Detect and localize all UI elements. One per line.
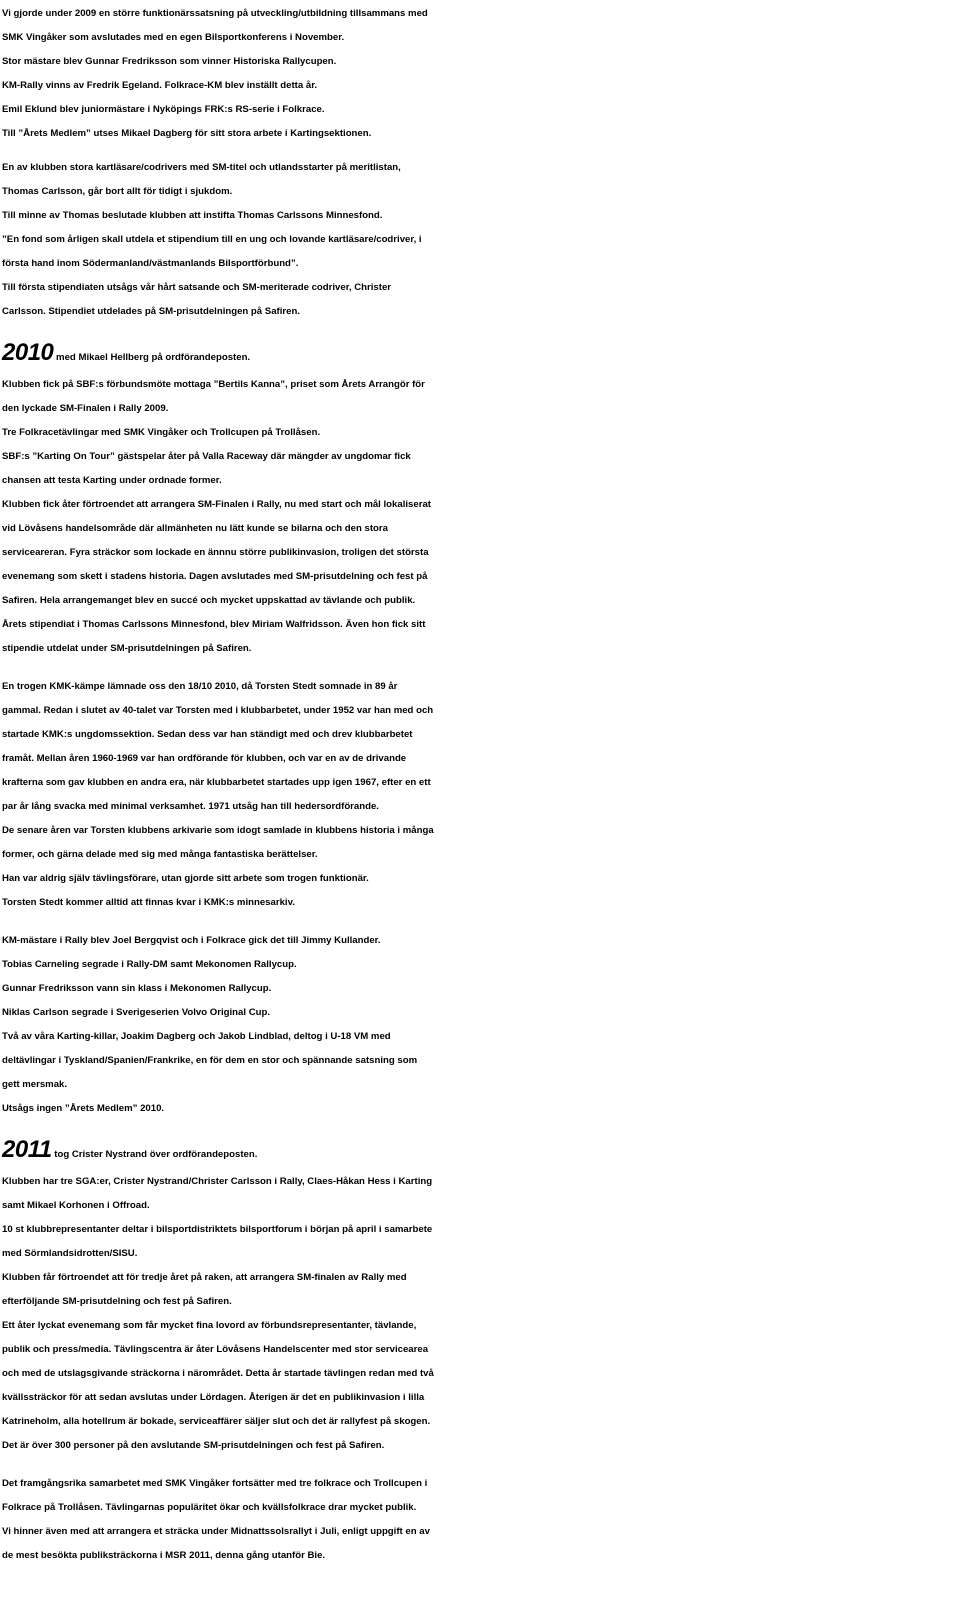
paragraph-gap	[2, 1458, 952, 1472]
text-line: deltävlingar i Tyskland/Spanien/Frankrike, en för dem en stor och spännande satsning som	[2, 1055, 418, 1066]
text-line: Thomas Carlsson, går bort allt för tidigt i sjukdom.	[2, 186, 233, 197]
text-line: Carlsson. Stipendiet utdelades på SM-prisutdelningen på Safiren.	[2, 306, 300, 317]
text-line: Årets stipendiat i Thomas Carlssons Minnesfond, blev Miriam Walfridsson. Även hon fick sitt	[2, 619, 426, 630]
text-line: SMK Vingåker som avslutades med en egen Bilsportkonferens i November.	[2, 32, 345, 43]
text-line: evenemang som skett i stadens historia. Dagen avslutades med SM-prisutdelning och fest på	[2, 571, 428, 582]
text-line: Två av våra Karting-killar, Joakim Dagberg och Jakob Lindblad, deltog i U-18 VM med	[2, 1031, 391, 1042]
text-line: Till första stipendiaten utsågs vår hårt satsande och SM-meriterade codriver, Christer	[2, 282, 392, 293]
text-line: vid Lövåsens handelsområde där allmänheten nu lätt kunde se bilarna och den stora	[2, 523, 388, 534]
paragraph-gap	[2, 1121, 952, 1135]
text-line: och med de utslagsgivande sträckorna i närområdet. Detta år startade tävlingen redan med två	[2, 1368, 434, 1379]
paragraph	[2, 1472, 952, 1568]
text-line: En trogen KMK-kämpe lämnade oss den 18/10 2010, då Torsten Stedt somnade in 89 år	[2, 681, 398, 692]
paragraph-gap	[2, 661, 952, 675]
year-heading-line	[2, 1135, 952, 1170]
year-heading-line	[2, 338, 952, 373]
text-line: de mest besökta publiksträckorna i MSR 2011, denna gång utanför Bie.	[2, 1550, 326, 1561]
text-line: Katrineholm, alla hotellrum är bokade, serviceaffärer säljer slut och det är rallyfest på skogen.	[2, 1416, 431, 1427]
text-line: Vi hinner även med att arrangera et sträcka under Midnattssolsrallyt i Juli, enligt uppgift en av	[2, 1526, 430, 1537]
text-line: Utsågs ingen ”Årets Medlem” 2010.	[2, 1103, 165, 1114]
text-line: Ett åter lyckat evenemang som får mycket fina lovord av förbundsrepresentanter, tävlande,	[2, 1320, 417, 1331]
text-line: ”En fond som årligen skall utdela et stipendium till en ung och lovande kartläsare/codriver, i	[2, 234, 422, 245]
text-line: stipendie utdelat under SM-prisutdelningen på Safiren.	[2, 643, 252, 654]
text-line: De senare åren var Torsten klubbens arkivarie som idogt samlade in klubbens historia i många	[2, 825, 434, 836]
text-line: kvällssträckor för att sedan avslutas under Lördagen. Återigen är det en publikinvasion i lilla	[2, 1392, 425, 1403]
text-line: efterföljande SM-prisutdelning och fest på Safiren.	[2, 1296, 232, 1307]
text-line: startade KMK:s ungdomssektion. Sedan dess var han ständigt med och drev klubbarbetet	[2, 729, 413, 740]
text-line: framåt. Mellan åren 1960-1969 var han ordförande för klubben, och var en av de drivande	[2, 753, 407, 764]
text-line: Till ”Årets Medlem” utses Mikael Dagberg för sitt stora arbete i Kartingsektionen.	[2, 128, 372, 139]
text-line: Klubben fick på SBF:s förbundsmöte mottaga ”Bertils Kanna”, priset som Årets Arrangör för	[2, 379, 425, 390]
text-line: Det framgångsrika samarbetet med SMK Vingåker fortsätter med tre folkrace och Trollcupen i	[2, 1478, 428, 1489]
text-line: Klubben får förtroendet att för tredje året på raken, att arrangera SM-finalen av Rally med	[2, 1272, 407, 1283]
text-line: KM-mästare i Rally blev Joel Bergqvist och i Folkrace gick det till Jimmy Kullander.	[2, 935, 381, 946]
year-heading-text: tog Crister Nystrand över ordförandeposten.	[51, 1149, 258, 1160]
year-heading: 2010	[2, 339, 54, 366]
text-line: Tre Folkracetävlingar med SMK Vingåker och Trollcupen på Trollåsen.	[2, 427, 321, 438]
paragraph	[2, 929, 952, 1121]
year-heading-text: med Mikael Hellberg på ordförandeposten.	[53, 352, 251, 363]
text-line: serviceareran. Fyra sträckor som lockade en ännnu större publikinvasion, troligen det största	[2, 547, 429, 558]
text-line: 10 st klubbrepresentanter deltar i bilsportdistriktets bilsportforum i början på april i samarbete	[2, 1224, 433, 1235]
text-line: första hand inom Södermanland/västmanlands Bilsportförbund”.	[2, 258, 299, 269]
text-line: Klubben fick åter förtroendet att arrangera SM-Finalen i Rally, nu med start och mål lokaliserat	[2, 499, 431, 510]
paragraph	[2, 2, 952, 146]
text-line: Stor mästare blev Gunnar Fredriksson som vinner Historiska Rallycupen.	[2, 56, 337, 67]
text-line: Tobias Carneling segrade i Rally-DM samt Mekonomen Rallycup.	[2, 959, 297, 970]
text-line: samt Mikael Korhonen i Offroad.	[2, 1200, 150, 1211]
paragraph	[2, 1135, 952, 1458]
text-line: par år lång svacka med minimal verksamhet. 1971 utsåg han till hedersordförande.	[2, 801, 379, 812]
text-line: Folkrace på Trollåsen. Tävlingarnas populäritet ökar och kvällsfolkrace drar mycket publik.	[2, 1502, 417, 1513]
text-line: Vi gjorde under 2009 en större funktionärssatsning på utveckling/utbildning tillsammans med	[2, 8, 428, 19]
paragraph-gap	[2, 915, 952, 929]
year-heading: 2011	[2, 1136, 52, 1163]
text-line: Det är över 300 personer på den avslutande SM-prisutdelningen och fest på Safiren.	[2, 1440, 385, 1451]
text-line: Gunnar Fredriksson vann sin klass i Mekonomen Rallycup.	[2, 983, 272, 994]
text-line: med Sörmlandsidrotten/SISU.	[2, 1248, 138, 1259]
paragraph	[2, 156, 952, 324]
text-line: gammal. Redan i slutet av 40-talet var Torsten med i klubbarbetet, under 1952 var han med och	[2, 705, 434, 716]
text-line: KM-Rally vinns av Fredrik Egeland. Folkrace-KM blev inställt detta år.	[2, 80, 318, 91]
text-line: Torsten Stedt kommer alltid att finnas kvar i KMK:s minnesarkiv.	[2, 897, 295, 908]
text-line: publik och press/media. Tävlingscentra är åter Lövåsens Handelscenter med stor servicearea	[2, 1344, 429, 1355]
text-line: SBF:s ”Karting On Tour” gästspelar åter på Valla Raceway där mängder av ungdomar fick	[2, 451, 411, 462]
paragraph-gap	[2, 146, 952, 156]
text-line: krafterna som gav klubben en andra era, när klubbarbetet startades upp igen 1967, efter en ett	[2, 777, 431, 788]
text-line: former, och gärna delade med sig med många fantastiska berättelser.	[2, 849, 318, 860]
text-line: Safiren. Hela arrangemanget blev en succé och mycket uppskattad av tävlande och publik.	[2, 595, 416, 606]
text-line: Han var aldrig själv tävlingsförare, utan gjorde sitt arbete som trogen funktionär.	[2, 873, 369, 884]
text-line: Klubben har tre SGA:er, Crister Nystrand/Christer Carlsson i Rally, Claes-Håkan Hess i Karting	[2, 1176, 433, 1187]
text-line: Emil Eklund blev juniormästare i Nyköpings FRK:s RS-serie i Folkrace.	[2, 104, 325, 115]
paragraph	[2, 675, 952, 915]
paragraph	[2, 338, 952, 661]
text-line: En av klubben stora kartläsare/codrivers med SM-titel och utlandsstarter på meritlistan,	[2, 162, 401, 173]
text-line: Niklas Carlson segrade i Sverigeserien Volvo Original Cup.	[2, 1007, 271, 1018]
text-line: Till minne av Thomas beslutade klubben att instifta Thomas Carlssons Minnesfond.	[2, 210, 383, 221]
text-line: den lyckade SM-Finalen i Rally 2009.	[2, 403, 169, 414]
text-line: chansen att testa Karting under ordnade former.	[2, 475, 222, 486]
paragraph-gap	[2, 324, 952, 338]
text-line: gett mersmak.	[2, 1079, 68, 1090]
